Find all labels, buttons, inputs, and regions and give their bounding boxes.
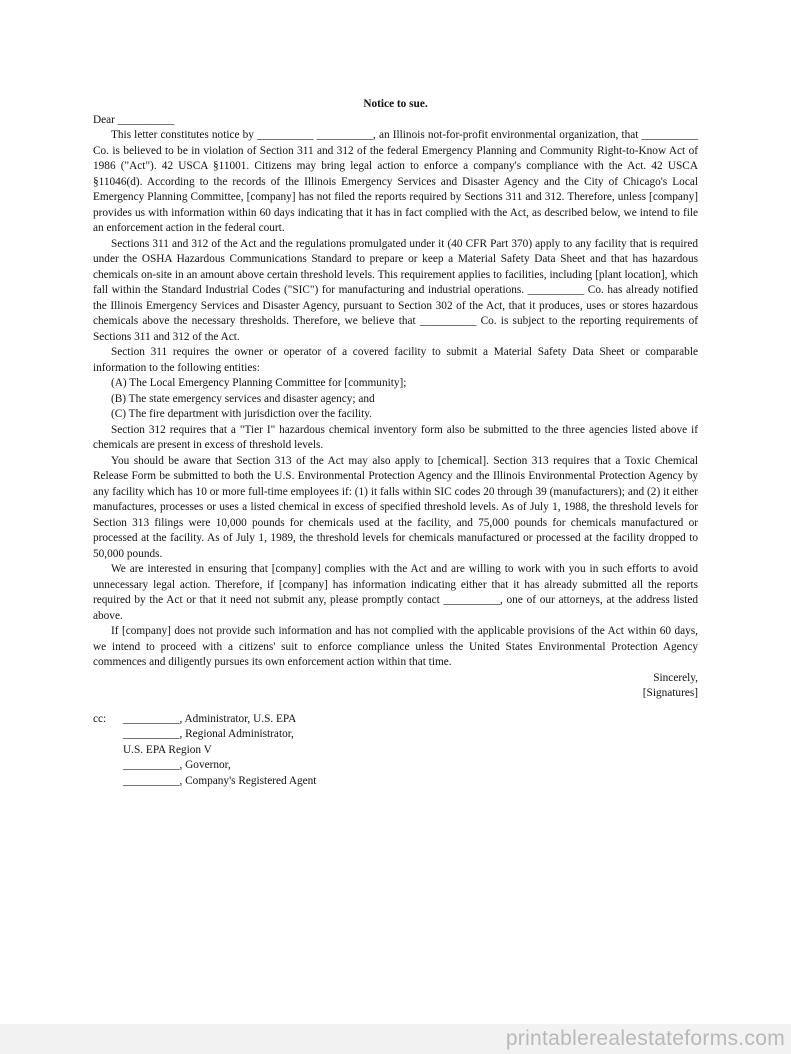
cc-entry: __________, Company's Registered Agent (123, 774, 317, 787)
list-item: (A) The Local Emergency Planning Committee for [community]; (111, 377, 407, 389)
paragraph-citizens-suit: If [company] does not provide such information and has not complied with the applicable provisions of the Act within 60 days, we intend to proceed with a citizens' suit to enforce compliance unless the United States Environmental Protection Agency commences and diligently pursues its own enforcement action within that time. (93, 625, 698, 668)
list-item: (B) The state emergency services and disaster agency; and (111, 392, 375, 405)
paragraph-notice: This letter constitutes notice by __________ __________, an Illinois not-for-profit environmental organization, that __________ Co. is believed to be in violation of Section 311 and 312 of the federal Emergency Planning and Community Right-to-Know Act of 1986 ("Act"). 42 USCA §11001. Citizens may bring legal action to enforce a company's compliance with the Act. 42 USCA §11046(d). According to the records of the Illinois Emergency Services and Disaster Agency and the City of Chicago's Local Emergency Planning Committee, [company] has not filed the reports required by Sections 311 and 312. Therefore, unless [company] provides us with information within 60 days indicating that it has in fact complied with the Act, as described below, we intend to file an enforcement action in the federal court. (93, 129, 698, 234)
watermark-text: printablerealestateforms.com (505, 1027, 785, 1050)
paragraph-sections-311-312: Sections 311 and 312 of the Act and the regulations promulgated under it (40 CFR Part 370) apply to any facility that is required under the OSHA Hazardous Communications Standard to prepare or keep a Material Safety Data Sheet and that has hazardous chemicals on-site in an amount above certain threshold levels. This requirement applies to facilities, including [plant location], which fall within the Standard Industrial Codes ("SIC") for manufacturing and industrial operations. __________ Co. has already notified the Illinois Emergency Services and Disaster Agency, pursuant to Section 302 of the Act, that it produces, uses or stores hazardous chemicals above the necessary thresholds. Therefore, we believe that __________ Co. is subject to the reporting requirements of Sections 311 and 312 of the Act. (93, 237, 698, 343)
paragraph-compliance: We are interested in ensuring that [company] complies with the Act and are willing to work with you in such efforts to avoid unnecessary legal action. Therefore, if [company] has information indicating either that it has already submitted all the reports required by the Act or that it need not submit any, please promptly contact __________, one of our attorneys, at the address listed above. (93, 563, 698, 622)
cc-entry: U.S. EPA Region V (123, 743, 212, 756)
paragraph-section-311: Section 311 requires the owner or operator of a covered facility to submit a Material Safety Data Sheet or comparable information to the following entities: (93, 346, 698, 374)
cc-first-row (93, 712, 698, 728)
document-title: Notice to sue. (363, 98, 428, 110)
cc-list (93, 712, 698, 790)
cc-entry: __________, Governor, (123, 759, 231, 771)
cc-entry: __________, Regional Administrator, (123, 728, 294, 740)
salutation: Dear __________ (93, 113, 175, 126)
paragraph-section-312: Section 312 requires that a "Tier I" hazardous chemical inventory form also be submitted to the three agencies listed above if chemicals are present in excess of threshold levels. (93, 423, 698, 451)
cc-label: cc: (93, 712, 107, 725)
closing: Sincerely, (653, 671, 698, 684)
signature-placeholder: [Signatures] (642, 687, 698, 699)
paragraph-section-313: You should be aware that Section 313 of the Act may also apply to [chemical]. Section 313 requires that a Toxic Chemical Release Form be submitted to both the U.S. Environmental Protection Agency and the Illinois Environmental Protection Agency by any facility which has 10 or more full-time employees if: (1) it falls within SIC codes 20 through 39 (manufacturers); and (2) it either manufactures, processes or uses a listed chemical in excess of specified threshold levels. As of July 1, 1988, the threshold levels for Section 313 filings were 10,000 pounds for chemicals used at the facility, and 75,000 pounds for chemicals manufactured or processed at the facility. As of July 1, 1989, the threshold levels for chemicals manufactured or processed at the facility dropped to 50,000 pounds. (93, 454, 698, 560)
letter-body (93, 97, 698, 789)
cc-entry: __________, Administrator, U.S. EPA (123, 712, 297, 725)
list-item: (C) The fire department with jurisdiction over the facility. (111, 408, 373, 420)
